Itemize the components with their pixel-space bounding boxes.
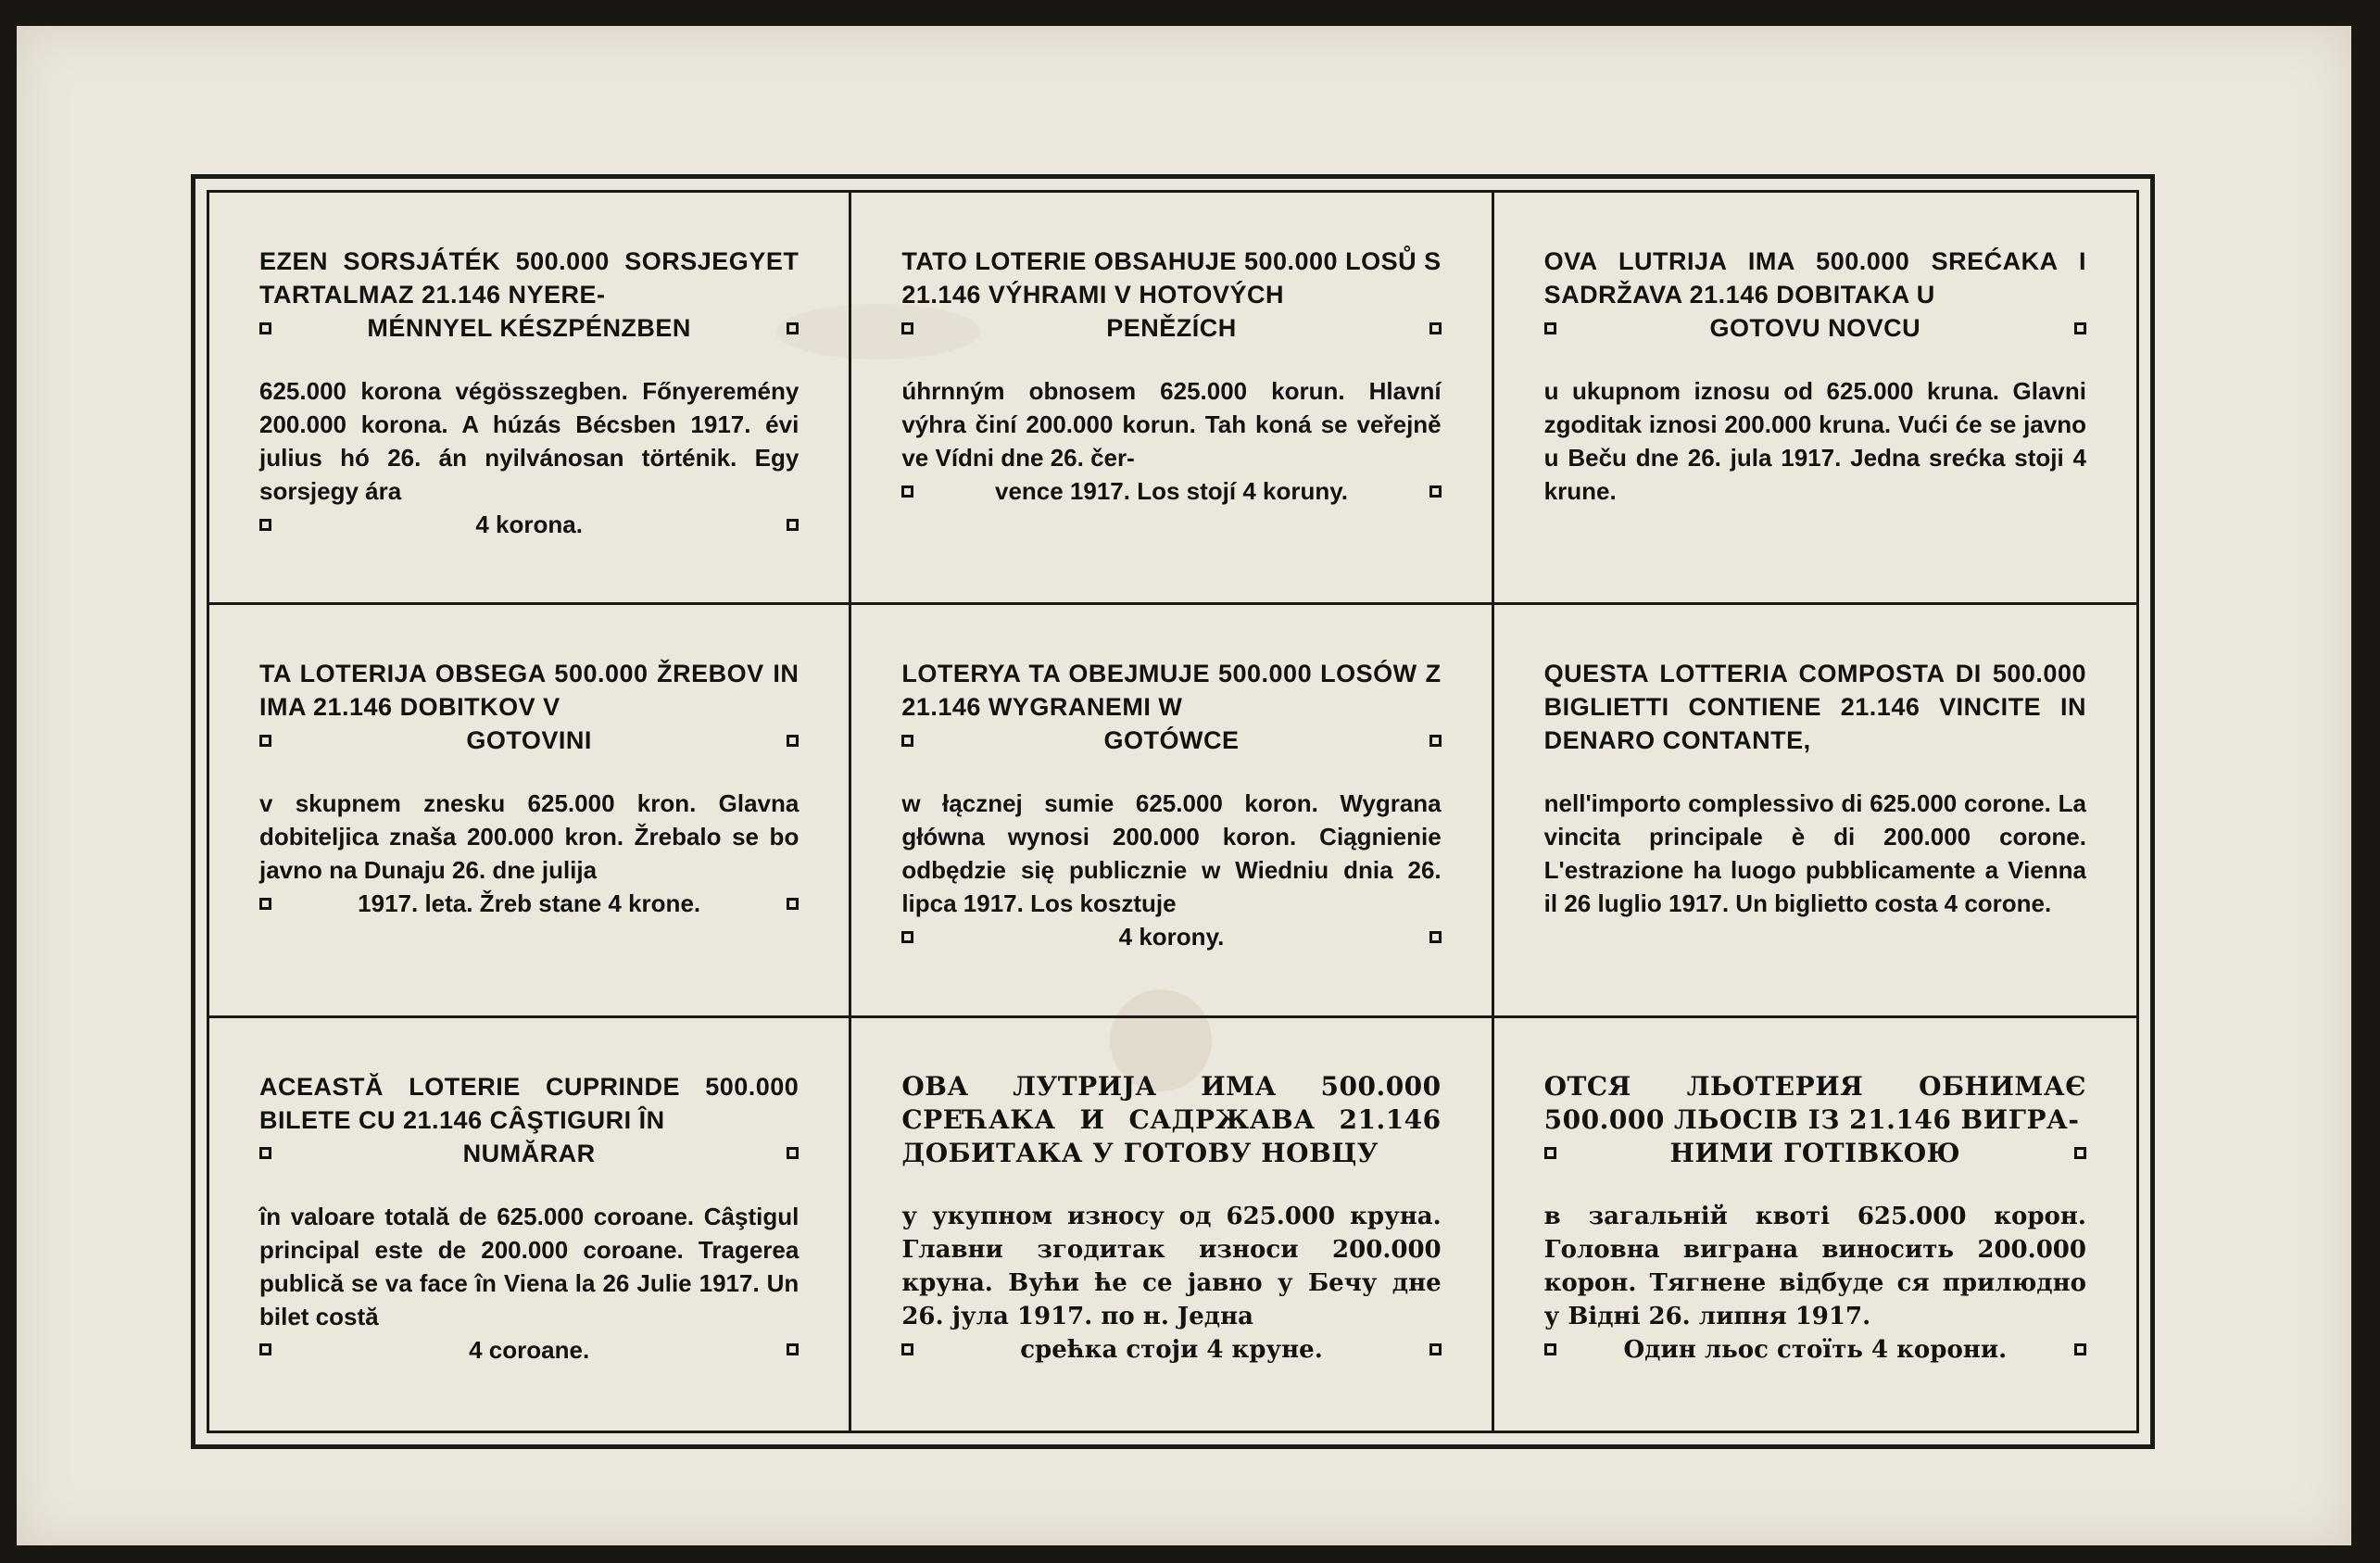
square-bullet-icon	[259, 1147, 271, 1159]
cell-heading-end: NUMĂRAR	[462, 1139, 596, 1167]
cell-czech	[851, 193, 1493, 605]
square-bullet-icon	[2074, 322, 2086, 334]
cell-hungarian	[209, 193, 851, 605]
cell-heading: TA LOTERIJA OBSEGA 500.000 ŽREBOV IN IMA 21.146 DOBITKOV V	[259, 660, 800, 722]
square-bullet-icon	[901, 485, 913, 498]
square-bullet-icon	[1544, 1343, 1556, 1355]
cell-heading: ОТСЯ ЛЬОТЕРИЯ ОБНИМАЄ 500.000 ЛЬОСІВ ІЗ 21.146 ВИГРА-	[1543, 1070, 2086, 1135]
cell-body-last-line	[901, 474, 1441, 508]
square-bullet-icon	[259, 519, 271, 531]
square-bullet-icon	[787, 322, 799, 334]
square-bullet-icon	[1544, 1147, 1556, 1159]
cell-body-last-line	[901, 1333, 1441, 1367]
square-bullet-icon	[259, 322, 271, 334]
cell-body-last-line	[259, 508, 799, 541]
cell-heading-last-line	[259, 311, 799, 345]
cell-body-last-line	[1544, 1333, 2086, 1367]
cell-heading: EZEN SORSJÁTÉK 500.000 SORSJEGYET TARTALMAZ 21.146 NYERE-	[259, 247, 800, 309]
lottery-ticket-back	[17, 26, 2351, 1545]
cell-body: în valoare totală de 625.000 coroane. Câştigul principal este de 200.000 coroane. Tragerea publică se va face în Viena la 26 Julie 1917. Un bilet costă	[259, 1202, 800, 1330]
square-bullet-icon	[2074, 1147, 2086, 1159]
square-bullet-icon	[787, 1147, 799, 1159]
square-bullet-icon	[2074, 1343, 2086, 1355]
cell-body-last-line	[259, 887, 799, 920]
cell-body: 625.000 korona végösszegben. Főnyeremény 200.000 korona. A húzás Bécsben 1917. évi julius hó 26. án nyilvánosan történik. Egy sorsjegy ára	[259, 377, 800, 505]
cell-slovene	[209, 605, 851, 1017]
cell-heading: ACEASTĂ LOTERIE CUPRINDE 500.000 BILETE CU 21.146 CÂŞTIGURI ÎN	[259, 1072, 800, 1134]
cell-body-end: 1917. leta. Žreb stane 4 krone.	[358, 889, 701, 918]
cell-heading-last-line	[1544, 1137, 2086, 1170]
cell-romanian	[209, 1018, 851, 1431]
square-bullet-icon	[901, 931, 913, 943]
cell-heading: QUESTA LOTTERIA COMPOSTA DI 500.000 BIGLIETTI CONTIENE 21.146 VINCITE IN DENARO CONTANTE,	[1543, 660, 2086, 755]
square-bullet-icon	[787, 898, 799, 910]
cell-heading: LOTERYA TA OBEJMUJE 500.000 LOSÓW Z 21.146 WYGRANEMI W	[901, 660, 1442, 722]
square-bullet-icon	[1429, 322, 1442, 334]
cell-body-end: 4 coroane.	[469, 1335, 590, 1364]
cell-body-end: 4 korona.	[475, 510, 583, 538]
square-bullet-icon	[901, 735, 913, 747]
square-bullet-icon	[1544, 322, 1556, 334]
cell-heading-end: GOTOVU NOVCU	[1709, 314, 1921, 342]
cell-polish	[851, 605, 1493, 1017]
cell-heading-end: GOTOVINI	[466, 726, 592, 755]
cell-croatian	[1494, 193, 2136, 605]
cell-heading-end: MÉNNYEL KÉSZPÉNZBEN	[367, 314, 691, 342]
square-bullet-icon	[259, 898, 271, 910]
cell-heading-last-line	[901, 311, 1441, 345]
cell-body: у укупном износу од 625.000 круна. Главни згодитак износи 200.000 круна. Вући ће се јавно у Бечу дне 26. јула 1917. по н. Једна	[901, 1202, 1442, 1330]
cell-ruthenian	[1494, 1018, 2136, 1431]
square-bullet-icon	[259, 1343, 271, 1355]
square-bullet-icon	[1429, 485, 1442, 498]
cell-body-end: vence 1917. Los stojí 4 koruny.	[994, 477, 1348, 505]
cell-body-end: 4 korony.	[1118, 923, 1225, 952]
square-bullet-icon	[901, 322, 913, 334]
cell-heading: ОВА ЛУТРИЈА ИМА 500.000 СРЕЋАКА И САДРЖАВА 21.146 ДОБИТАКА У ГОТОВУ НОВЦУ	[901, 1070, 1442, 1168]
cell-heading-last-line	[1544, 311, 2086, 345]
square-bullet-icon	[259, 735, 271, 747]
cell-heading-end: GOTÓWCE	[1103, 726, 1240, 755]
cell-heading: TATO LOTERIE OBSAHUJE 500.000 LOSŮ S 21.146 VÝHRAMI V HOTOVÝCH	[901, 247, 1442, 309]
square-bullet-icon	[1429, 735, 1442, 747]
square-bullet-icon	[1429, 931, 1442, 943]
cell-body: nell'importo complessivo di 625.000 corone. La vincita principale è di 200.000 corone. L'estrazione ha luogo pubblicamente a Vienna il 26 luglio 1917. Un biglietto costa 4 corone.	[1543, 789, 2086, 918]
square-bullet-icon	[787, 1343, 799, 1355]
cell-heading-last-line	[259, 1137, 799, 1170]
cell-heading-end: НИМИ ГОТІВКОЮ	[1669, 1137, 1961, 1168]
cell-body: v skupnem znesku 625.000 kron. Glavna dobiteljica znaša 200.000 kron. Žrebalo se bo javno na Dunaju 26. dne julija	[259, 789, 800, 885]
square-bullet-icon	[787, 735, 799, 747]
cell-body-end: срећка стоји 4 круне.	[1020, 1335, 1323, 1364]
cell-body: w łącznej sumie 625.000 koron. Wygrana główna wynosi 200.000 koron. Ciągnienie odbędzie się publicznie w Wiedniu dnia 26. lipca 1917. Los kosztuje	[901, 789, 1442, 918]
cell-heading-last-line	[901, 724, 1441, 757]
square-bullet-icon	[901, 1343, 913, 1355]
cell-heading: OVA LUTRIJA IMA 500.000 SREĆAKA I SADRŽAVA 21.146 DOBITAKA U	[1543, 247, 2086, 309]
square-bullet-icon	[787, 519, 799, 531]
cell-body: в загальній квоті 625.000 корон. Головна виграна виносить 200.000 корон. Тягнене відбуде ся прилюдно у Відні 26. липня 1917.	[1543, 1202, 2086, 1330]
cell-body-last-line	[259, 1333, 799, 1367]
cell-italian	[1494, 605, 2136, 1017]
outer-border	[191, 174, 2155, 1449]
cell-heading-last-line	[259, 724, 799, 757]
cell-body-end: Один льос стоїть 4 корони.	[1623, 1335, 2008, 1364]
cell-body: u ukupnom iznosu od 625.000 kruna. Glavni zgoditak iznosi 200.000 kruna. Vući će se javno u Beču dne 26. jula 1917. Jedna srećka stoji 4 krune.	[1543, 377, 2086, 505]
cell-serbian	[851, 1018, 1493, 1431]
cell-body-last-line	[901, 920, 1441, 953]
cell-heading-end: PENĚZÍCH	[1106, 314, 1237, 342]
square-bullet-icon	[1429, 1343, 1442, 1355]
text-grid	[207, 190, 2139, 1433]
cell-body: úhrnným obnosem 625.000 korun. Hlavní výhra činí 200.000 korun. Tah koná se veřejně ve Vídni dne 26. čer-	[901, 377, 1442, 472]
